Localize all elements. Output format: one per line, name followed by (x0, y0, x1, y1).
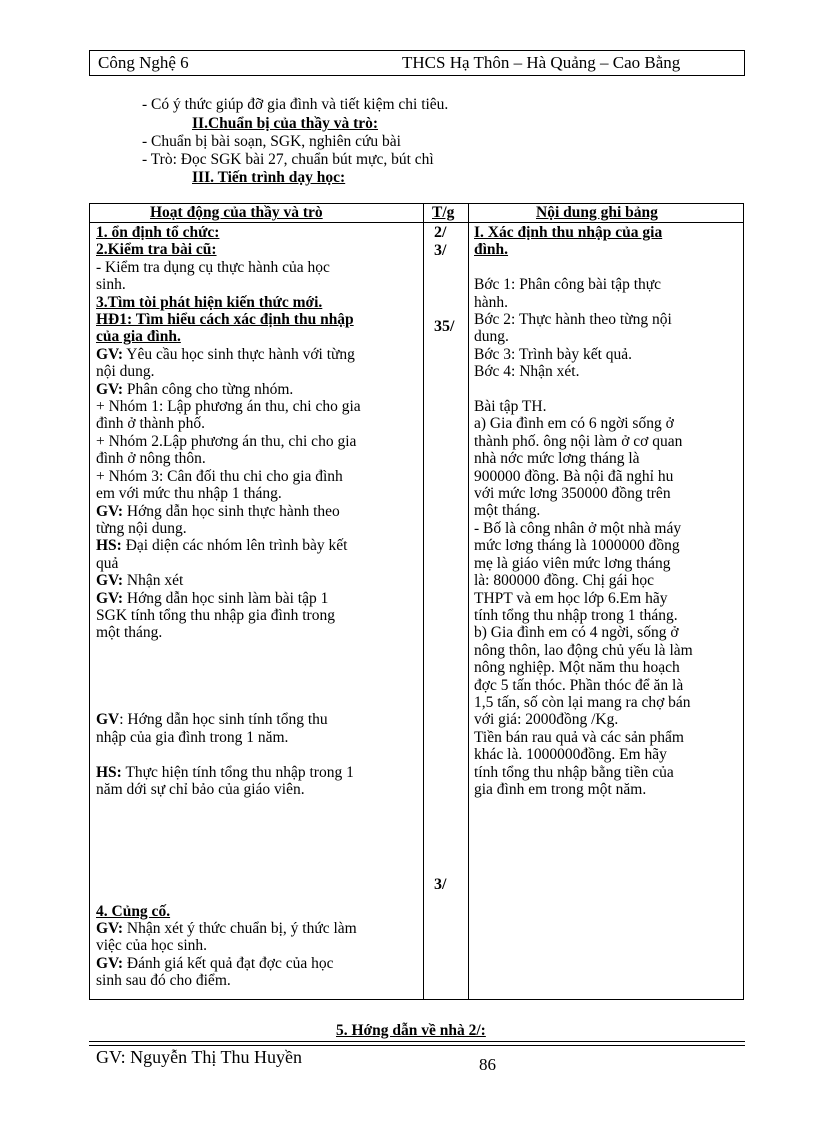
time-value: 2/ (434, 224, 447, 241)
line-text: Thực hiện tính tổng thu nhập trong 1 (121, 763, 354, 781)
line-text: một tháng. (474, 502, 541, 520)
line-text: Bớc 3: Trình bày kết quả. (474, 345, 633, 363)
time-value: 35/ (434, 318, 455, 335)
table-line (96, 868, 414, 885)
line-text: 900000 đồng. Bà nội đã nghỉ hu (474, 467, 674, 485)
line-text: + Nhóm 1: Lập phương án thu, chi cho gia (96, 398, 361, 416)
line-text: - Bố là công nhân ở một nhà máy (474, 519, 682, 537)
table-line (474, 328, 736, 345)
speaker-label: GV: (96, 589, 123, 607)
table-line (474, 363, 736, 380)
table-line (96, 485, 414, 502)
table-line (96, 885, 414, 902)
intro-line-1: - Có ý thức giúp đỡ gia đình và tiết kiệm chi tiêu. (142, 96, 449, 113)
table-line (474, 485, 736, 502)
line-text: b) Gia đình em có 4 ngời, sống ở (474, 624, 679, 642)
table-line (474, 624, 736, 641)
page-number: 86 (479, 1055, 496, 1074)
table-line (474, 468, 736, 485)
table-line (96, 642, 414, 659)
line-text: + Nhóm 2.Lập phương án thu, chi cho gia (96, 432, 357, 450)
speaker-label: HS: (96, 537, 122, 555)
line-text: I. Xác định thu nhập của gia (474, 224, 663, 241)
line-text: Nhận xét (123, 572, 184, 590)
time-value: 3/ (434, 876, 447, 893)
line-text: đình ở thành phố. (96, 415, 205, 433)
line-text: - Kiểm tra dụng cụ thực hành của học (96, 258, 330, 276)
table-line (474, 537, 736, 554)
table-line (474, 590, 736, 607)
line-text: tính tổng thu nhập bằng tiền của (474, 763, 674, 781)
table-line (96, 398, 414, 415)
table-line (96, 624, 414, 641)
table-line (96, 833, 414, 850)
section-heading-3: III. Tiến trình dạy học: (192, 169, 346, 186)
table-line (96, 955, 414, 972)
time-value: 3/ (434, 242, 447, 259)
line-text: gia đình em trong một năm. (474, 780, 647, 798)
table-line (474, 259, 736, 276)
table-line (96, 851, 414, 868)
line-text: Yêu cầu học sinh thực hành với từng (123, 345, 355, 363)
table-line (474, 415, 736, 432)
table-line (474, 781, 736, 798)
table-line (96, 607, 414, 624)
table-line (96, 746, 414, 763)
table-line (96, 555, 414, 572)
subject-title: Công Nghệ 6 (98, 53, 189, 72)
table-line (96, 259, 414, 276)
table-line (474, 276, 736, 293)
school-name: THCS Hạ Thôn – Hà Quảng – Cao Bằng (402, 53, 681, 72)
line-text: Đánh giá kết quả đạt đợc của học (123, 954, 334, 972)
intro-line-3: - Trò: Đọc SGK bài 27, chuẩn bút mực, bút chì (142, 151, 434, 168)
line-text: mẹ là giáo viên mức lơng tháng (474, 554, 671, 572)
line-text: sinh. (96, 276, 126, 294)
table-line (96, 381, 414, 398)
table-line (474, 694, 736, 711)
line-text: sinh sau đó cho điểm. (96, 972, 231, 990)
speaker-label: GV: (96, 502, 123, 520)
footer-rule (89, 1041, 745, 1042)
table-line (474, 502, 736, 519)
line-text: 4. Củng cố. (96, 902, 171, 920)
table-line (96, 972, 414, 989)
line-text: Hớng dẫn học sinh làm bài tập 1 (123, 589, 329, 607)
teacher-name: GV: Nguyễn Thị Thu Huyền (96, 1047, 302, 1067)
line-text: đình. (474, 241, 509, 259)
intro-line-2: - Chuẩn bị bài soạn, SGK, nghiên cứu bài (142, 133, 401, 150)
line-text: tính tổng thu nhập trong 1 tháng. (474, 606, 678, 624)
line-text: với mức lơng 350000 đồng trên (474, 485, 671, 503)
speaker-label: GV: (96, 345, 123, 363)
line-text: Bớc 2: Thực hành theo từng nội (474, 311, 672, 329)
table-line (96, 503, 414, 520)
table-line (96, 433, 414, 450)
footer-rule (89, 1045, 745, 1046)
table-line (474, 294, 736, 311)
table-line (474, 520, 736, 537)
table-line (96, 937, 414, 954)
column-header-activities: Hoạt động của thầy và trò (150, 204, 323, 221)
table-line (96, 328, 414, 345)
line-text: đình ở nông thôn. (96, 450, 206, 468)
table-line (96, 224, 414, 241)
line-text: Nhận xét ý thức chuẩn bị, ý thức làm (123, 920, 357, 938)
table-line (96, 468, 414, 485)
table-line (474, 311, 736, 328)
speaker-label: GV (96, 711, 120, 729)
line-text: nhà nớc mức lơng tháng là (474, 450, 640, 468)
activities-column (96, 224, 414, 990)
table-line (96, 590, 414, 607)
line-text: THPT và em học lớp 6.Em hãy (474, 589, 668, 607)
table-line (474, 642, 736, 659)
column-divider (468, 204, 469, 999)
table-line (96, 764, 414, 781)
table-line (474, 450, 736, 467)
header-divider (90, 222, 743, 223)
speaker-label: GV: (96, 380, 123, 398)
line-text: mức lơng tháng là 1000000 đồng (474, 537, 680, 555)
table-line (474, 398, 736, 415)
table-line (96, 241, 414, 258)
board-content-column (474, 224, 736, 798)
table-line (96, 798, 414, 815)
line-text: 3.Tìm tòi phát hiện kiến thức mới. (96, 293, 323, 311)
line-text: thành phố. ông nội làm ở cơ quan (474, 432, 683, 450)
table-line (474, 433, 736, 450)
table-line (474, 241, 736, 258)
line-text: dung. (474, 328, 509, 346)
section-heading-2: II.Chuẩn bị của thầy và trò: (192, 115, 379, 132)
table-line (474, 764, 736, 781)
table-line (474, 572, 736, 589)
table-line (96, 294, 414, 311)
lesson-table (89, 203, 744, 1000)
speaker-label: GV: (96, 920, 123, 938)
table-line (96, 659, 414, 676)
line-text: 2.Kiểm tra bài cũ: (96, 241, 217, 259)
line-text: khác là. 1000000đồng. Em hãy (474, 746, 667, 764)
table-line (474, 224, 736, 241)
line-text: Bớc 1: Phân công bài tập thực (474, 276, 662, 294)
line-text: việc của học sinh. (96, 937, 208, 955)
table-line (96, 537, 414, 554)
line-text: nông thôn, lao động chủ yếu là làm (474, 641, 693, 659)
table-line (96, 729, 414, 746)
table-line (474, 711, 736, 728)
line-text: : Hớng dẫn học sinh tính tổng thu (119, 711, 328, 729)
speaker-label: HS: (96, 763, 122, 781)
table-line (96, 711, 414, 728)
table-line (96, 415, 414, 432)
line-text: đợc 5 tấn thóc. Phần thóc để ăn là (474, 676, 684, 694)
line-text: 1,5 tấn, số còn lại mang ra chợ bán (474, 693, 691, 711)
column-header-board-content: Nội dung ghi bảng (536, 204, 658, 221)
homework-heading: 5. Hớng dẫn về nhà 2/: (336, 1022, 486, 1039)
table-line (96, 363, 414, 380)
table-line (96, 816, 414, 833)
line-text: Bớc 4: Nhận xét. (474, 363, 580, 381)
table-line (96, 311, 414, 328)
table-line (96, 781, 414, 798)
table-line (96, 694, 414, 711)
table-line (474, 729, 736, 746)
line-text: năm dới sự chỉ bảo của giáo viên. (96, 780, 305, 798)
table-line (474, 381, 736, 398)
line-text: em với mức thu nhập 1 tháng. (96, 485, 282, 503)
table-line (96, 346, 414, 363)
line-text: từng nội dung. (96, 519, 187, 537)
table-line (474, 346, 736, 363)
line-text: của gia đình. (96, 328, 181, 346)
table-line (474, 659, 736, 676)
table-line (96, 920, 414, 937)
line-text: là: 800000 đồng. Chị gái học (474, 572, 654, 590)
line-text: 1. ổn định tổ chức: (96, 224, 220, 241)
line-text: quả (96, 554, 119, 572)
table-line (474, 555, 736, 572)
line-text: nội dung. (96, 363, 155, 381)
line-text: nhập của gia đình trong 1 năm. (96, 728, 289, 746)
line-text: SGK tính tổng thu nhập gia đình trong (96, 606, 335, 624)
page-header (89, 50, 745, 76)
line-text: a) Gia đình em có 6 ngời sống ở (474, 415, 674, 433)
line-text: HĐ1: Tìm hiểu cách xác định thu nhập (96, 311, 354, 329)
column-header-time: T/g (432, 204, 455, 221)
table-line (474, 746, 736, 763)
table-line (474, 677, 736, 694)
table-line (96, 520, 414, 537)
line-text: nông nghiệp. Một năm thu hoạch (474, 659, 680, 677)
line-text: Hớng dẫn học sinh thực hành theo (123, 502, 340, 520)
line-text: một tháng. (96, 624, 163, 642)
column-divider (423, 204, 424, 999)
table-line (96, 276, 414, 293)
line-text: Phân công cho từng nhóm. (123, 380, 294, 398)
table-line (96, 572, 414, 589)
line-text: + Nhóm 3: Cân đối thu chi cho gia đình (96, 467, 343, 485)
line-text: Bài tập TH. (474, 398, 547, 416)
line-text: Tiền bán rau quả và các sản phẩm (474, 728, 684, 746)
speaker-label: GV: (96, 572, 123, 590)
table-line (96, 677, 414, 694)
table-line (474, 607, 736, 624)
line-text: Đại diện các nhóm lên trình bày kết (121, 537, 348, 555)
line-text: hành. (474, 293, 509, 311)
table-line (96, 903, 414, 920)
line-text: với giá: 2000đồng /Kg. (474, 711, 619, 729)
speaker-label: GV: (96, 954, 123, 972)
table-line (96, 450, 414, 467)
